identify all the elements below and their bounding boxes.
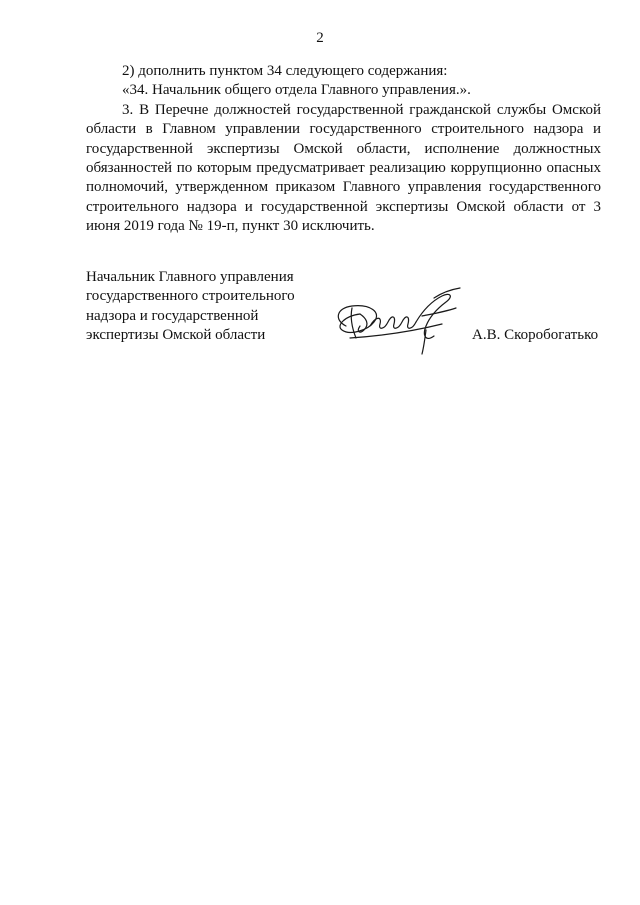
- paragraph-item-2: 2) дополнить пунктом 34 следующего содержания:: [122, 63, 448, 79]
- paragraph-item-3: 3. В Перечне должностей государственной гражданской службы Омской области в Главном управлении государственного строительного надзора и государственной экспертизы Омской области, исполнение должностных обязанностей по которым предусматривает реализацию коррупционно опасных полномочий, утвержденном приказом Главного управления государственного строительного надзора и государственной экспертизы Омской области от 3 июня 2019 года № 19-п, пункт 30 исключить.: [86, 101, 601, 235]
- document-body: [86, 62, 601, 237]
- signatory-title: [86, 268, 346, 346]
- handwritten-signature: [330, 286, 470, 356]
- paragraph-item-34: «34. Начальник общего отдела Главного управления.».: [122, 82, 471, 99]
- signatory-title-line: экспертизы Омской области: [86, 327, 266, 344]
- signatory-title-line: государственного строительного: [86, 288, 295, 305]
- signatory-title-line: надзора и государственной: [86, 307, 259, 324]
- signatory-name: А.В. Скоробогатько: [472, 327, 599, 343]
- page-number: 2: [316, 30, 324, 46]
- signatory-title-line: Начальник Главного управления: [86, 269, 294, 285]
